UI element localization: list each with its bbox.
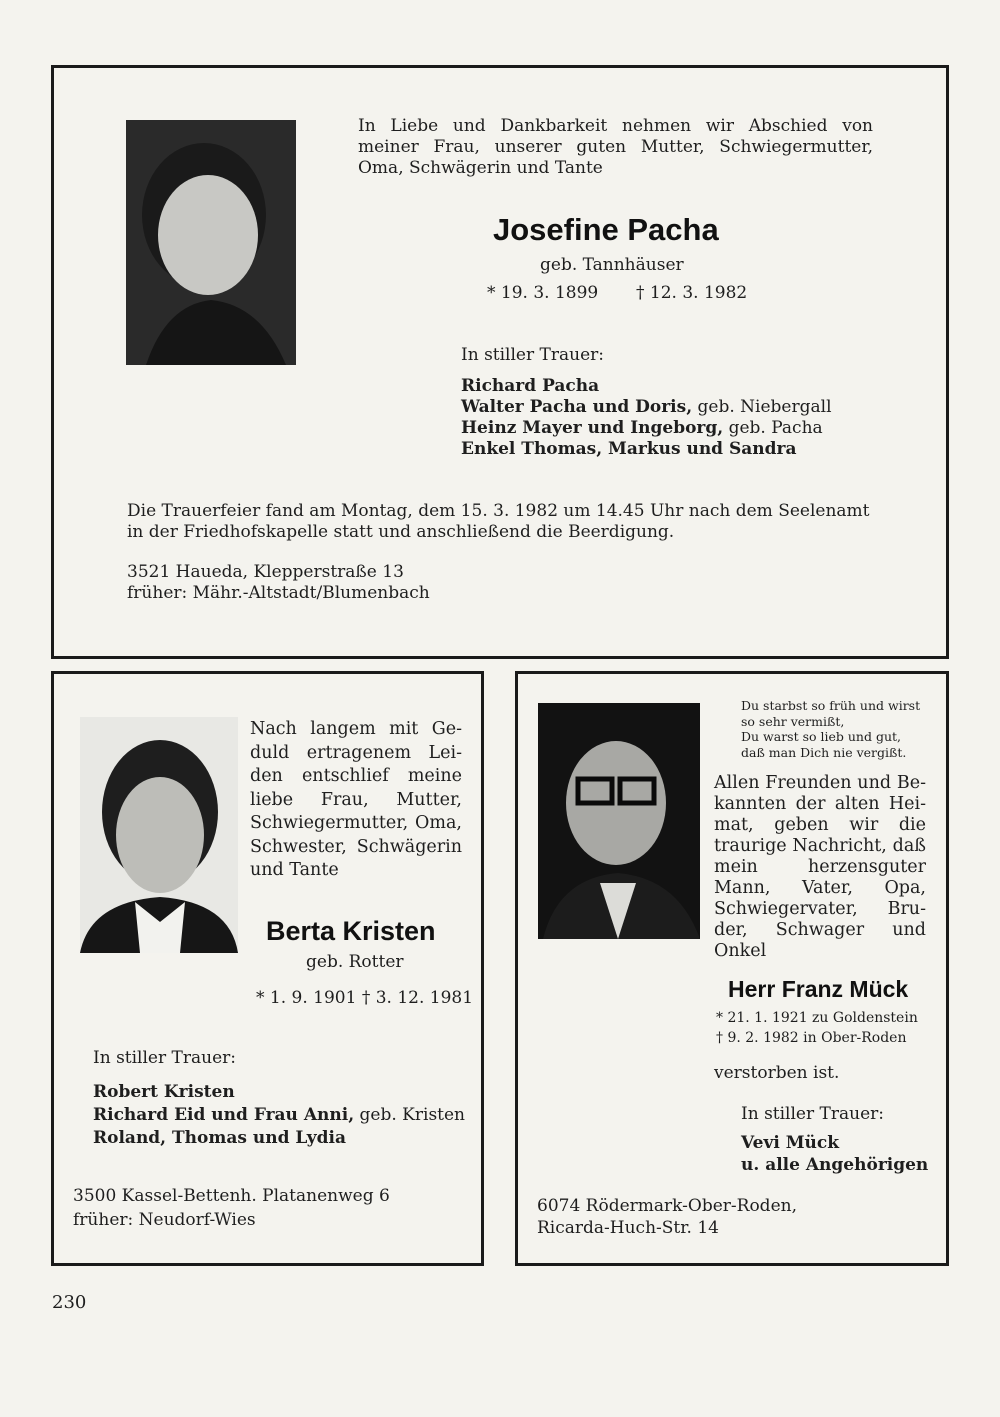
- portrait-photo-berta-kristen: [80, 717, 238, 953]
- mourner: Roland, Thomas und Lydia: [93, 1128, 346, 1148]
- deceased-name: Josefine Pacha: [493, 212, 719, 247]
- mourners-list: [461, 376, 832, 460]
- mourning-label: In stiller Trauer:: [741, 1104, 884, 1124]
- intro-text: Allen Freunden und Be- kannten der alten Hei- mat, geben wir die traurige Nachricht, daß mein herzensguter Mann, Vater, Opa, Schwiegervater, Bru- der, Schwager und Onkel: [714, 773, 926, 961]
- life-dates: * 1. 9. 1901 † 3. 12. 1981: [256, 988, 474, 1008]
- deceased-name: Herr Franz Mück: [728, 976, 909, 1002]
- intro-text: In Liebe und Dankbarkeit nehmen wir Abschied von meiner Frau, unserer guten Mutter, Schwiegermutter, Oma, Schwägerin und Tante: [358, 116, 873, 178]
- deceased-name: Berta Kristen: [266, 916, 436, 946]
- address: 6074 Rödermark-Ober-Roden, Ricarda-Huch-Str. 14: [537, 1196, 797, 1238]
- death-info: † 9. 2. 1982 in Ober-Roden: [716, 1030, 907, 1046]
- closing-text: verstorben ist.: [714, 1063, 840, 1083]
- mourner: Heinz Mayer und Ingeborg, geb. Pacha: [461, 418, 823, 438]
- mourner: Enkel Thomas, Markus und Sandra: [461, 439, 797, 459]
- address: 3500 Kassel-Bettenh. Platanenweg 6 früher: Neudorf-Wies: [73, 1186, 390, 1230]
- portrait-photo-franz-mueck: [538, 703, 700, 939]
- mourner: Richard Pacha: [461, 376, 600, 396]
- funeral-info: Die Trauerfeier fand am Montag, dem 15. 3. 1982 um 14.45 Uhr nach dem Seelenamt in der Friedhofskapelle statt und anschließend die Beerdigung.: [127, 501, 870, 542]
- birth-date: * 19. 3. 1899: [487, 283, 599, 303]
- mourners-list: [93, 1081, 465, 1150]
- intro-text: Nach langem mit Ge- duld ertragenem Lei- den entschlief meine liebe Frau, Mutter, Schwiegermutter, Oma, Schwester, Schwägerin und Tante: [250, 719, 462, 880]
- mourning-label: In stiller Trauer:: [461, 345, 604, 365]
- mourner: Robert Kristen: [93, 1082, 235, 1102]
- maiden-name: geb. Tannhäuser: [540, 255, 684, 275]
- mourner: u. alle Angehörigen: [741, 1155, 929, 1175]
- portrait-photo-josefine-pacha: [126, 120, 296, 365]
- death-date: † 12. 3. 1982: [636, 283, 748, 303]
- page-number: 230: [52, 1292, 87, 1313]
- mourning-label: In stiller Trauer:: [93, 1048, 236, 1068]
- maiden-name: geb. Rotter: [306, 952, 404, 972]
- mourners-list: [741, 1132, 928, 1176]
- address: 3521 Haueda, Klepperstraße 13 früher: Mähr.-Altstadt/Blumenbach: [127, 562, 430, 603]
- birth-info: * 21. 1. 1921 zu Goldenstein: [716, 1010, 918, 1026]
- mourner: Walter Pacha und Doris, geb. Niebergall: [461, 397, 832, 417]
- mourner: Richard Eid und Frau Anni, geb. Kristen: [93, 1105, 466, 1125]
- mourner: Vevi Mück: [741, 1133, 840, 1153]
- poem: Du starbst so früh und wirst so sehr vermißt, Du warst so lieb und gut, daß man Dich nie vergißt.: [741, 698, 921, 760]
